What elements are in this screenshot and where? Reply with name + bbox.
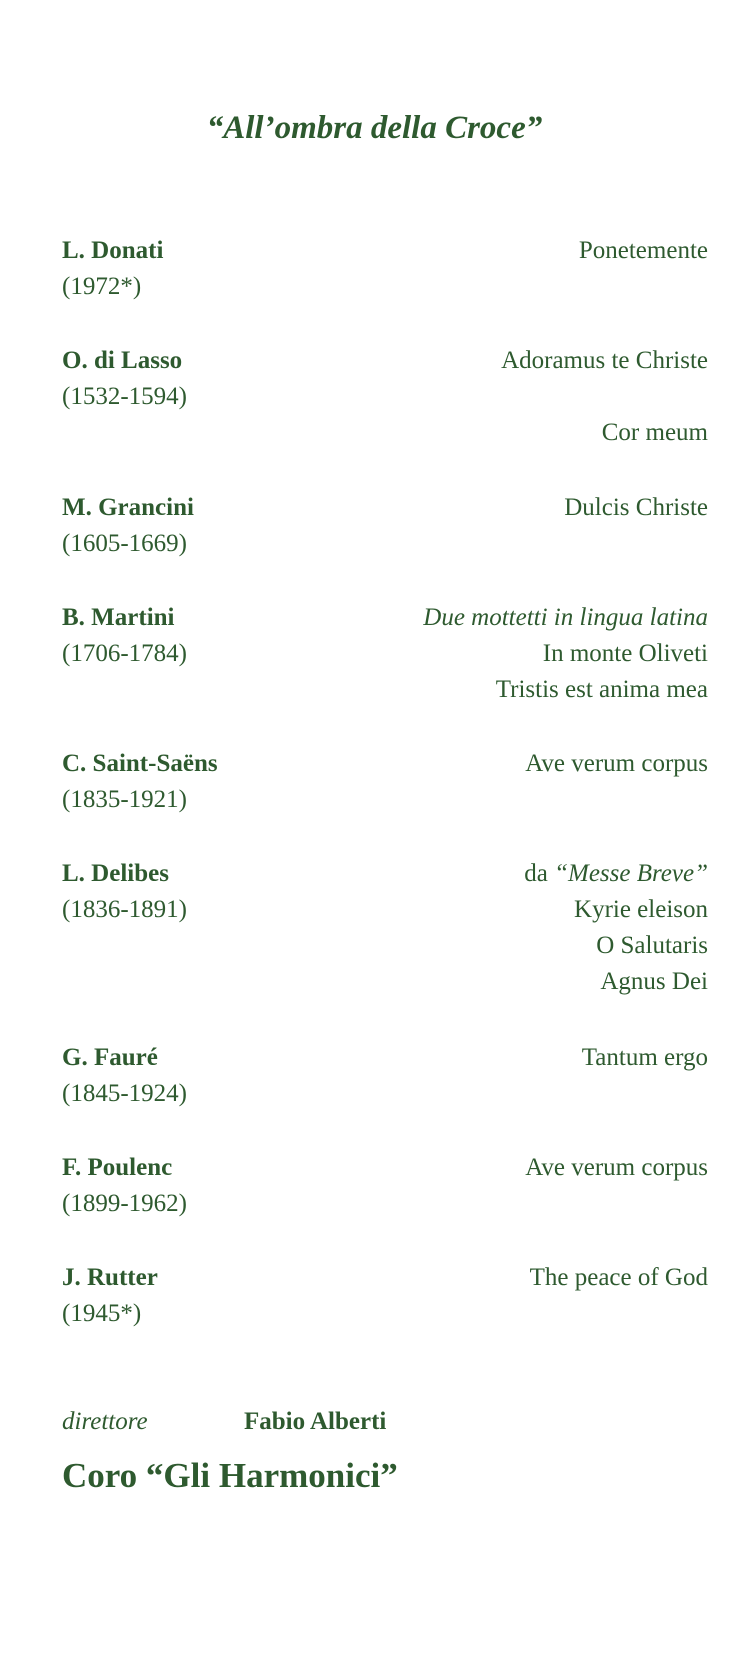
composer-years: (1972*) [62,273,142,300]
composer-years: (1706-1784) [62,640,187,667]
work-prefix: da [524,860,555,887]
composer-years: (1945*) [62,1300,142,1327]
composer-name: O. di Lasso [62,347,183,374]
composer-name: J. Rutter [62,1264,158,1291]
work-title: Agnus Dei [600,968,708,995]
composer-years: (1835-1921) [62,786,187,813]
work-title: Tantum ergo [581,1044,708,1071]
work-title: O Salutaris [596,932,708,959]
mass-title: “Messe Breve” [554,860,708,887]
composer-name: M. Grancini [62,494,194,521]
work-collection-title [524,856,708,892]
work-title: Adoramus te Christe [501,347,708,374]
director-line [62,1408,387,1436]
work-title: Ave verum corpus [525,1154,708,1181]
work-title: The peace of God [529,1264,708,1291]
work-title: Cor meum [601,419,708,446]
composer-name: F. Poulenc [62,1154,173,1181]
work-title: Ponetemente [578,237,708,264]
program-title: “All’ombra della Croce” [206,110,543,146]
composer-name: G. Fauré [62,1044,158,1071]
director-name: Fabio Alberti [244,1408,387,1435]
composer-years: (1899-1962) [62,1190,187,1217]
composer-name: C. Saint-Saëns [62,750,218,777]
choir-name: Coro “Gli Harmonici” [62,1456,398,1495]
composer-years: (1836-1891) [62,896,187,923]
composer-years: (1845-1924) [62,1080,187,1107]
composer-years: (1532-1594) [62,383,187,410]
composer-name: L. Donati [62,237,164,264]
work-title: Ave verum corpus [525,750,708,777]
work-spacer [501,379,708,415]
work-title: Tristis est anima mea [495,676,708,703]
work-title: Dulcis Christe [564,494,708,521]
composer-years: (1605-1669) [62,530,187,557]
work-title: In monte Oliveti [542,640,708,667]
work-title: Kyrie eleison [574,896,708,923]
work-collection-title: Due mottetti in lingua latina [423,604,708,631]
director-label: direttore [62,1408,148,1435]
composer-name: L. Delibes [62,860,169,887]
composer-name: B. Martini [62,604,175,631]
